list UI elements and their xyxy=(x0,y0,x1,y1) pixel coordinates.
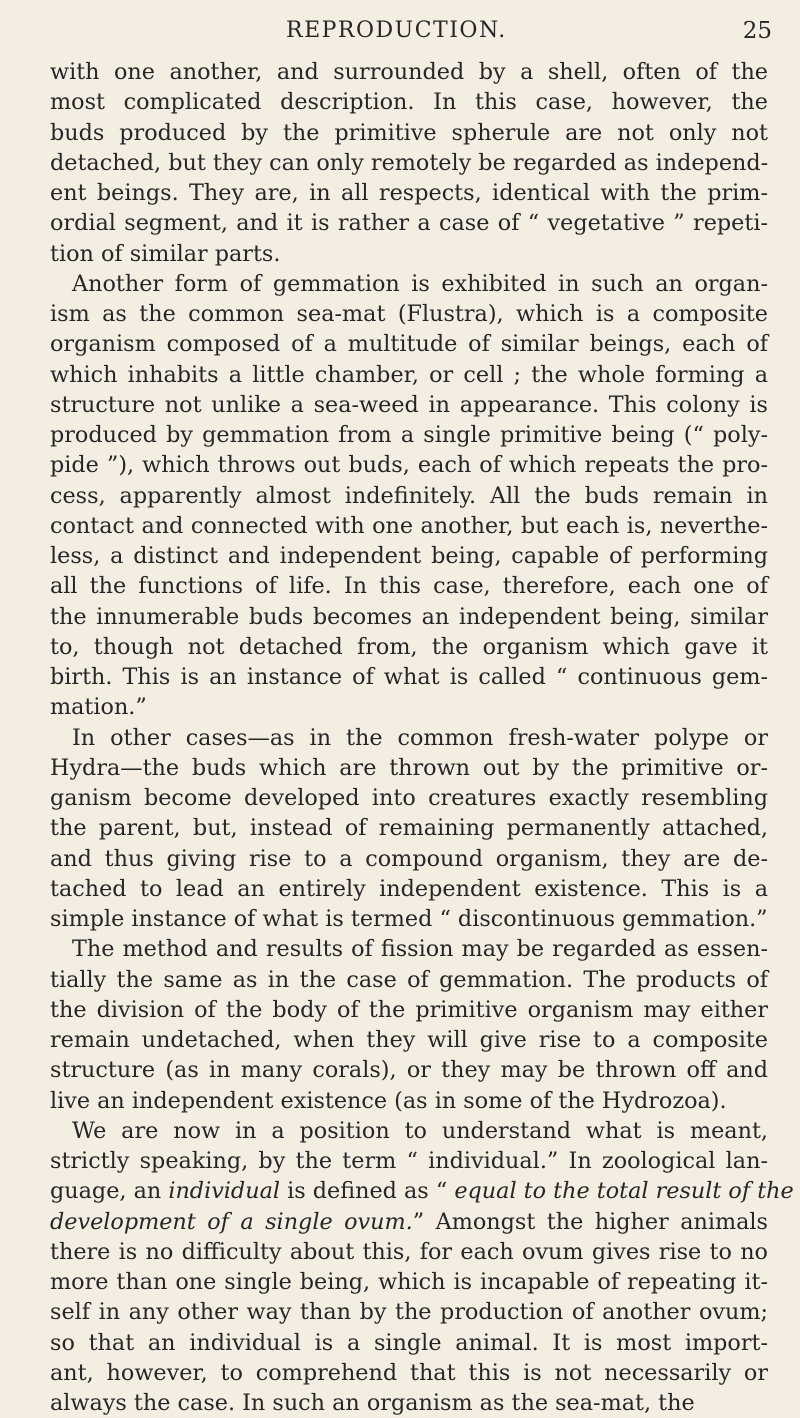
text-line: tached to lead an entirely independent existence. This is a xyxy=(50,875,768,902)
text-line: less, a distinct and independent being, capable of performing xyxy=(50,543,768,569)
text-line: simple instance of what is termed “ discontinuous gemmation.” xyxy=(50,906,768,932)
text-line: strictly speaking, by the term “ individual.” In zoological lan- xyxy=(50,1148,768,1174)
text-line: with one another, and surrounded by a shell, often of the xyxy=(50,59,768,85)
text-line: self in any other way than by the production of another ovum; xyxy=(50,1299,768,1326)
text-line: pide ”), which throws out buds, each of which repeats the pro- xyxy=(50,452,768,479)
text-line: ism as the common sea-mat (Flustra), which is a composite xyxy=(50,301,768,327)
text-line: development of a single ovum.” Amongst the higher animals xyxy=(50,1208,768,1235)
text-line: produced by gemmation from a single primitive being (“ poly- xyxy=(50,422,768,448)
page-number: 25 xyxy=(742,18,772,44)
text-line: ordial segment, and it is rather a case of “ vegetative ” repeti- xyxy=(50,210,768,237)
text-line: remain undetached, when they will give rise to a composite xyxy=(50,1027,768,1053)
text-line: contact and connected with one another, but each is, neverthe- xyxy=(50,512,768,539)
text-line: organism composed of a multitude of similar beings, each of xyxy=(50,331,768,358)
text-line: more than one single being, which is incapable of repeating it- xyxy=(50,1269,768,1295)
text-line: buds produced by the primitive spherule are not only not xyxy=(50,119,768,146)
text-line: structure (as in many corals), or they may be thrown off and xyxy=(50,1057,768,1084)
text-line: In other cases—as in the common fresh-water polype or xyxy=(72,724,768,751)
italic-definition: equal to the total result of the xyxy=(454,1178,794,1205)
text-line: to, though not detached from, the organism which gave it xyxy=(50,633,768,660)
text-line: so that an individual is a single animal. It is most import- xyxy=(50,1329,768,1356)
text-line: all the functions of life. In this case, therefore, each one of xyxy=(50,573,768,600)
running-head xyxy=(0,16,800,46)
text-line: tion of similar parts. xyxy=(50,240,281,267)
text-line: The method and results of fission may be regarded as essen- xyxy=(72,936,768,963)
text-line: cess, apparently almost indefinitely. All the buds remain in xyxy=(50,482,768,509)
text-line: most complicated description. In this case, however, the xyxy=(50,89,768,116)
text-line: live an independent existence (as in some of the Hydrozoa). xyxy=(50,1087,727,1114)
italic-term: development of a single ovum. xyxy=(50,1208,413,1235)
text-line: Another form of gemmation is exhibited in such an organ- xyxy=(72,270,768,297)
text-line: structure not unlike a sea-weed in appearance. This colony is xyxy=(50,391,768,418)
text-line: the division of the body of the primitive organism may either xyxy=(50,996,768,1023)
body-text xyxy=(50,57,794,1418)
text-line: there is no difficulty about this, for each ovum gives rise to no xyxy=(50,1238,768,1265)
running-title: REPRODUCTION. xyxy=(286,18,507,43)
text-line: detached, but they can only remotely be regarded as independ- xyxy=(50,149,769,176)
text-line: guage, an individual is defined as “ equal to the total result of the xyxy=(50,1178,794,1205)
text-line: tially the same as in the case of gemmation. The products of xyxy=(50,966,768,993)
text-line: and thus giving rise to a compound organism, they are de- xyxy=(50,845,768,872)
text-line: Hydra—the buds which are thrown out by the primitive or- xyxy=(50,754,768,781)
text-line: which inhabits a little chamber, or cell ; the whole forming a xyxy=(50,361,768,388)
text-line: ganism become developed into creatures exactly resembling xyxy=(50,785,768,811)
text-line: the innumerable buds becomes an independent being, similar xyxy=(50,603,768,630)
text-line: always the case. In such an organism as the sea-mat, the xyxy=(50,1390,695,1416)
text-line: birth. This is an instance of what is called “ continuous gem- xyxy=(50,664,768,690)
text-line: the parent, but, instead of remaining permanently attached, xyxy=(50,815,768,842)
text-line: ent beings. They are, in all respects, identical with the prim- xyxy=(50,180,768,206)
text-line: mation.” xyxy=(50,694,147,721)
text-line: ant, however, to comprehend that this is not necessarily or xyxy=(50,1359,768,1386)
italic-term: individual xyxy=(168,1178,280,1205)
text-line: We are now in a position to understand what is meant, xyxy=(72,1117,768,1144)
